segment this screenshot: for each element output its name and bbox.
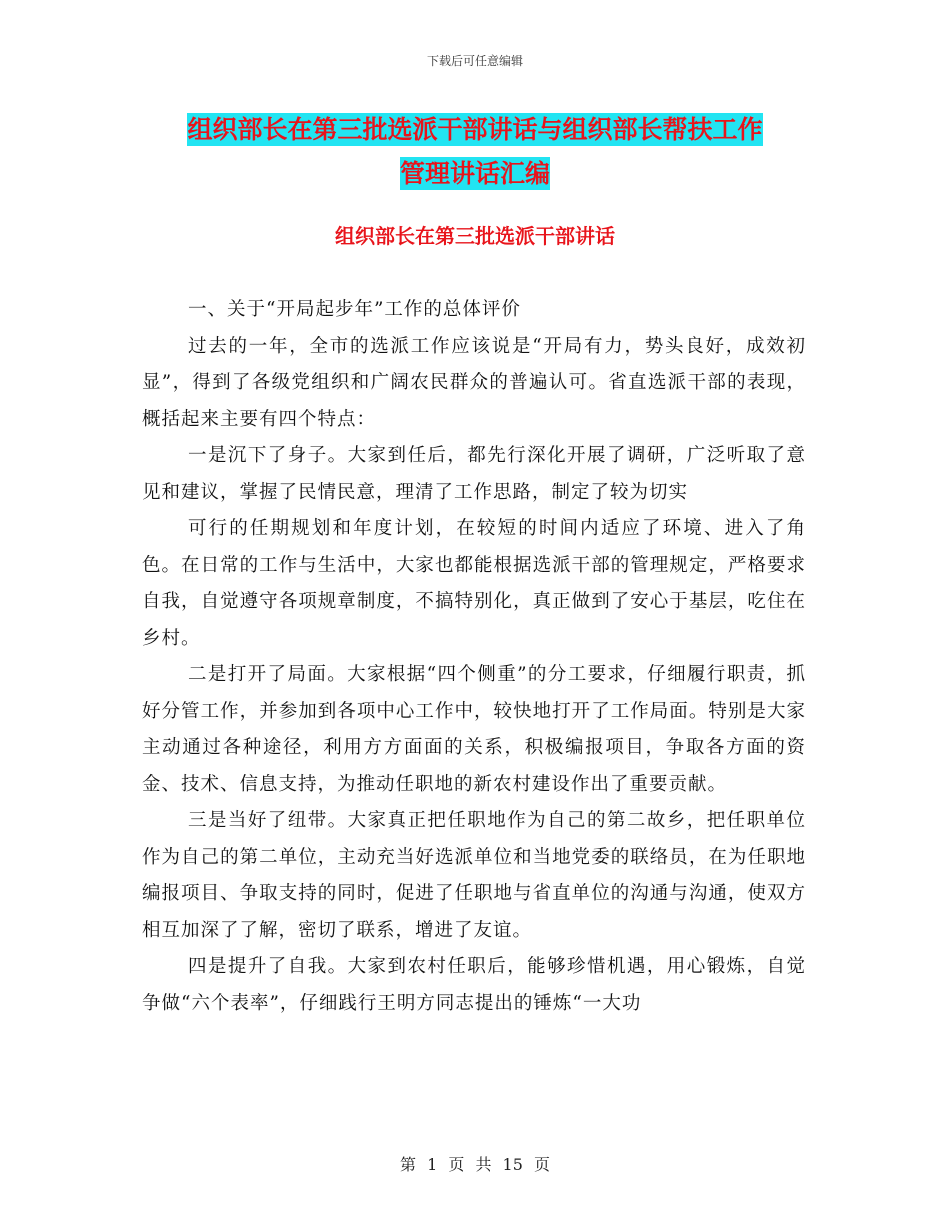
page-footer: 第 1 页 共 15 页: [400, 1155, 550, 1174]
header-note: 下载后可任意编辑: [426, 54, 523, 68]
paragraph: 过去的一年，全市的选派工作应该说是“开局有力，势头良好，成效初显”，得到了各级党组织和广阔农民群众的普遍认可。省直选派干部的表现，概括起来主要有四个特点：: [142, 335, 806, 430]
section-title: 组织部长在第三批选派干部讲话: [335, 224, 615, 248]
main-title: [90, 108, 860, 196]
paragraph: 四是提升了自我。大家到农村任职后，能够珍惜机遇，用心锻炼，自觉争做“六个表率”，仔细践行王明方同志提出的锤炼“一大功: [142, 956, 806, 1014]
paragraph: 一是沉下了身子。大家到任后，都先行深化开展了调研，广泛听取了意见和建议，掌握了民情民意，理清了工作思路，制定了较为切实: [142, 445, 806, 503]
paragraph: 三是当好了纽带。大家真正把任职地作为自己的第二故乡，把任职单位作为自己的第二单位，主动充当好选派单位和当地党委的联络员，在为任职地编报项目、争取支持的同时，促进了任职地与省直单位的沟通与沟通，使双方相互加深了了解，密切了联系，增进了友谊。: [142, 810, 806, 941]
main-title-line2: 管理讲话汇编: [399, 159, 550, 188]
paragraph: 可行的任期规划和年度计划，在较短的时间内适应了环境、进入了角色。在日常的工作与生活中，大家也都能根据选派干部的管理规定，严格要求自我，自觉遵守各项规章制度，不搞特别化，真正做到了安心于基层，吃住在乡村。: [142, 518, 806, 649]
body-text: [142, 292, 806, 1022]
main-title-line1: 组织部长在第三批选派干部讲话与组织部长帮扶工作: [187, 115, 763, 144]
paragraph: 二是打开了局面。大家根据“四个侧重”的分工要求，仔细履行职责，抓好分管工作，并参加到各项中心工作中，较快地打开了工作局面。特别是大家主动通过各种途径，利用方方面面的关系，积极编报项目，争取各方面的资金、技术、信息支持，为推动任职地的新农村建设作出了重要贡献。: [142, 664, 806, 795]
paragraph: 一、关于“开局起步年”工作的总体评价: [188, 299, 521, 320]
